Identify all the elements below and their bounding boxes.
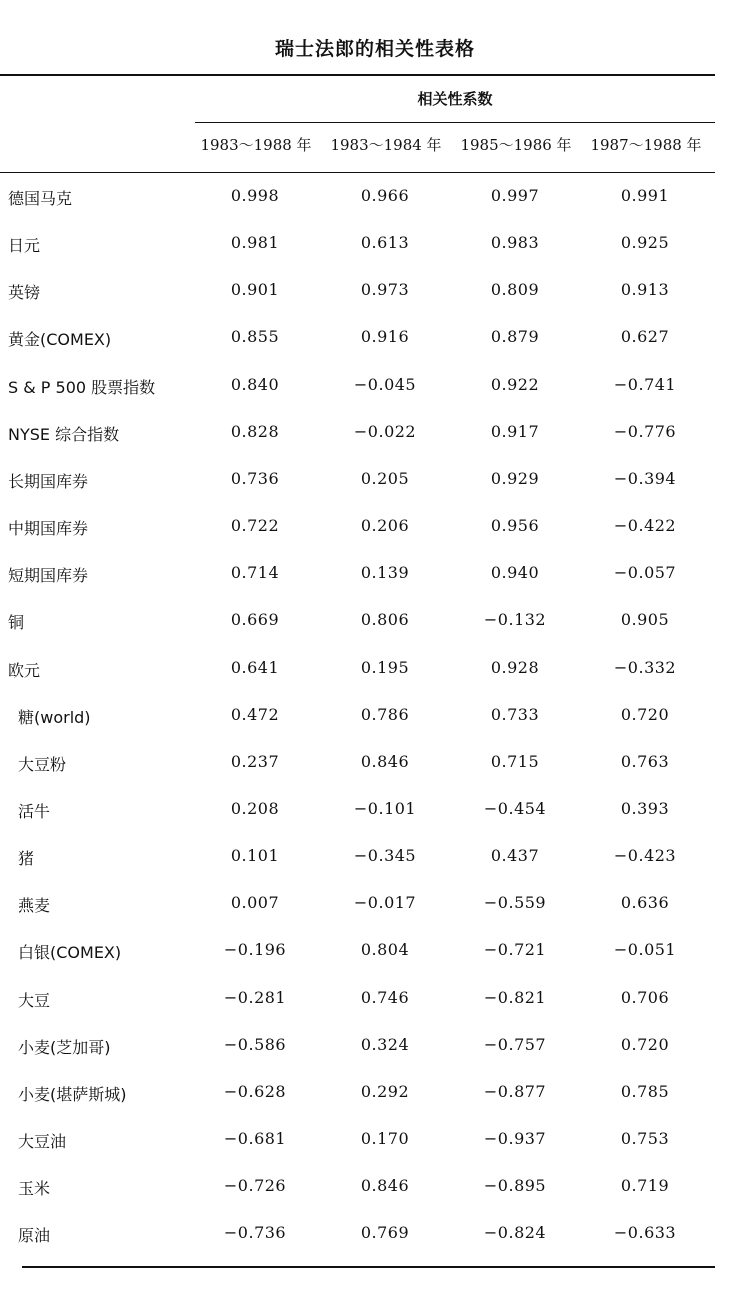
table-cell: −0.726 bbox=[223, 1176, 287, 1196]
table-title: 瑞士法郎的相关性表格 bbox=[274, 38, 475, 60]
table-row bbox=[0, 1211, 750, 1258]
table-row bbox=[0, 881, 750, 928]
table-row bbox=[0, 598, 750, 645]
column-header: 1983～1984 年 bbox=[330, 136, 442, 154]
table-cell: 0.722 bbox=[230, 516, 280, 536]
row-label: 铜 bbox=[8, 613, 25, 633]
table-cell: 0.636 bbox=[620, 893, 670, 913]
table-cell: 0.922 bbox=[490, 374, 540, 394]
table-row bbox=[0, 551, 750, 598]
table-cell: 0.746 bbox=[360, 987, 410, 1007]
table-cell: 0.973 bbox=[360, 280, 410, 300]
table-row bbox=[0, 315, 750, 362]
column-header: 1987～1988 年 bbox=[590, 136, 702, 154]
row-label: 大豆油 bbox=[18, 1132, 67, 1151]
table-cell: −0.022 bbox=[353, 421, 417, 441]
table-cell: 0.846 bbox=[360, 751, 410, 771]
row-label: 欧元 bbox=[8, 660, 41, 680]
table-cell: −0.057 bbox=[613, 563, 677, 583]
table-cell: 0.917 bbox=[490, 421, 540, 441]
table-cell: 0.720 bbox=[620, 1034, 670, 1054]
table-cell: 0.786 bbox=[360, 704, 410, 724]
row-label: 猪 bbox=[18, 849, 35, 869]
table-cell: −0.017 bbox=[353, 893, 417, 913]
row-label: 日元 bbox=[8, 236, 41, 256]
table-cell: 0.905 bbox=[620, 610, 670, 630]
table-cell: −0.332 bbox=[613, 657, 677, 677]
table-cell: 0.925 bbox=[620, 233, 670, 253]
table-cell: −0.877 bbox=[483, 1081, 547, 1101]
table-row bbox=[0, 646, 750, 693]
table-cell: 0.809 bbox=[490, 280, 540, 300]
table-cell: −0.741 bbox=[613, 374, 677, 394]
table-cell: −0.757 bbox=[483, 1034, 547, 1054]
table-cell: 0.208 bbox=[230, 798, 280, 818]
column-header: 1985～1986 年 bbox=[460, 136, 572, 154]
bottom-rule bbox=[22, 1266, 715, 1268]
table-cell: 0.901 bbox=[230, 280, 280, 300]
table-cell: 0.855 bbox=[230, 327, 280, 347]
table-cell: 0.928 bbox=[490, 657, 540, 677]
table-cell: 0.929 bbox=[490, 468, 540, 488]
table-cell: −0.454 bbox=[483, 798, 547, 818]
table-cell: 0.237 bbox=[230, 751, 280, 771]
table-row bbox=[0, 834, 750, 881]
table-cell: −0.628 bbox=[223, 1081, 287, 1101]
table-cell: 0.997 bbox=[490, 186, 540, 205]
table-row bbox=[0, 787, 750, 834]
table-cell: 0.007 bbox=[230, 893, 280, 913]
table-cell: −0.422 bbox=[613, 516, 677, 536]
table-cell: −0.051 bbox=[613, 940, 677, 960]
table-cell: 0.998 bbox=[230, 186, 280, 205]
row-label: 短期国库券 bbox=[8, 566, 89, 586]
table-row bbox=[0, 221, 750, 268]
table-cell: 0.966 bbox=[360, 186, 410, 205]
table-row bbox=[0, 504, 750, 551]
row-label: 英镑 bbox=[8, 283, 41, 303]
table-cell: −0.281 bbox=[223, 987, 287, 1007]
column-header: 1983～1988 年 bbox=[200, 136, 312, 154]
table-cell: 0.769 bbox=[360, 1223, 410, 1243]
table-cell: −0.824 bbox=[483, 1223, 547, 1243]
table-cell: 0.733 bbox=[490, 704, 540, 724]
table-row bbox=[0, 928, 750, 975]
row-label: 中期国库券 bbox=[8, 519, 89, 539]
row-label: 玉米 bbox=[18, 1179, 51, 1199]
table-cell: 0.840 bbox=[230, 374, 280, 394]
table-cell: 0.913 bbox=[620, 280, 670, 300]
row-label: 小麦(芝加哥) bbox=[18, 1037, 111, 1057]
table-row bbox=[0, 268, 750, 315]
table-cell: −0.586 bbox=[223, 1034, 287, 1054]
table-row bbox=[0, 740, 750, 787]
table-cell: 0.437 bbox=[490, 846, 540, 866]
table-row bbox=[0, 1164, 750, 1211]
row-label: 小麦(堪萨斯城) bbox=[18, 1084, 127, 1104]
table-cell: 0.714 bbox=[230, 563, 280, 583]
table-cell: 0.785 bbox=[620, 1081, 670, 1101]
table-cell: −0.559 bbox=[483, 893, 547, 913]
table-cell: 0.195 bbox=[360, 657, 410, 677]
table-cell: 0.472 bbox=[230, 704, 280, 724]
table-cell: 0.846 bbox=[360, 1176, 410, 1196]
table-cell: −0.937 bbox=[483, 1129, 547, 1148]
table-cell: 0.206 bbox=[360, 516, 410, 536]
row-label: 原油 bbox=[18, 1226, 51, 1246]
table-row bbox=[0, 1117, 750, 1164]
table-cell: 0.806 bbox=[360, 610, 410, 630]
table-cell: 0.981 bbox=[230, 233, 280, 253]
row-label: 大豆 bbox=[18, 990, 51, 1010]
group-header-rule bbox=[195, 122, 715, 123]
table-cell: 0.101 bbox=[230, 846, 280, 866]
table-cell: 0.804 bbox=[360, 940, 410, 960]
table-cell: 0.715 bbox=[490, 751, 540, 771]
table-cell: 0.828 bbox=[230, 421, 280, 441]
table-row bbox=[0, 1023, 750, 1070]
table-cell: 0.292 bbox=[360, 1081, 410, 1101]
table-row bbox=[0, 363, 750, 410]
group-header: 相关性系数 bbox=[417, 90, 493, 108]
table-cell: 0.205 bbox=[360, 468, 410, 488]
table-cell: 0.879 bbox=[490, 327, 540, 347]
table-cell: −0.776 bbox=[613, 421, 677, 441]
row-label: 长期国库券 bbox=[8, 471, 89, 491]
table-cell: 0.720 bbox=[620, 704, 670, 724]
table-cell: −0.132 bbox=[483, 610, 547, 630]
table-cell: −0.736 bbox=[223, 1223, 287, 1243]
table-cell: −0.821 bbox=[483, 987, 547, 1007]
table-cell: −0.394 bbox=[613, 468, 677, 488]
table-cell: −0.633 bbox=[613, 1223, 677, 1243]
table-cell: 0.916 bbox=[360, 327, 410, 347]
table-cell: 0.613 bbox=[360, 233, 410, 253]
table-cell: −0.423 bbox=[613, 846, 677, 866]
table-cell: 0.940 bbox=[490, 563, 540, 583]
table-cell: 0.991 bbox=[620, 186, 670, 205]
table-cell: 0.983 bbox=[490, 233, 540, 253]
table-cell: 0.706 bbox=[620, 987, 670, 1007]
table-cell: −0.101 bbox=[353, 798, 417, 818]
row-label: 糖(world) bbox=[18, 707, 91, 727]
table-cell: −0.045 bbox=[353, 374, 417, 394]
table-cell: 0.753 bbox=[620, 1129, 670, 1148]
table-row bbox=[0, 976, 750, 1023]
row-label: S & P 500 股票指数 bbox=[8, 377, 156, 397]
header-rule bbox=[0, 172, 715, 173]
table-cell: 0.393 bbox=[620, 798, 670, 818]
row-label: 黄金(COMEX) bbox=[8, 330, 112, 350]
table-cell: −0.196 bbox=[223, 940, 287, 960]
table-cell: 0.641 bbox=[230, 657, 280, 677]
table-row bbox=[0, 174, 750, 221]
table-cell: −0.895 bbox=[483, 1176, 547, 1196]
table-row bbox=[0, 1070, 750, 1117]
table-cell: 0.763 bbox=[620, 751, 670, 771]
row-label: 德国马克 bbox=[8, 189, 73, 208]
table-row bbox=[0, 457, 750, 504]
table-cell: 0.719 bbox=[620, 1176, 670, 1196]
table-cell: 0.956 bbox=[490, 516, 540, 536]
table-cell: 0.736 bbox=[230, 468, 280, 488]
table-cell: 0.170 bbox=[360, 1129, 410, 1148]
table-cell: −0.345 bbox=[353, 846, 417, 866]
row-label: 白银(COMEX) bbox=[18, 943, 122, 963]
row-label: 活牛 bbox=[18, 801, 51, 821]
table-cell: 0.139 bbox=[360, 563, 410, 583]
row-label: 大豆粉 bbox=[18, 754, 67, 774]
table-cell: −0.681 bbox=[223, 1129, 287, 1148]
table-cell: 0.669 bbox=[230, 610, 280, 630]
table-cell: 0.324 bbox=[360, 1034, 410, 1054]
table-cell: −0.721 bbox=[483, 940, 547, 960]
row-label: 燕麦 bbox=[18, 896, 51, 916]
top-rule bbox=[0, 74, 715, 76]
row-label: NYSE 综合指数 bbox=[8, 424, 120, 444]
table-row bbox=[0, 410, 750, 457]
table-row bbox=[0, 693, 750, 740]
table-cell: 0.627 bbox=[620, 327, 670, 347]
